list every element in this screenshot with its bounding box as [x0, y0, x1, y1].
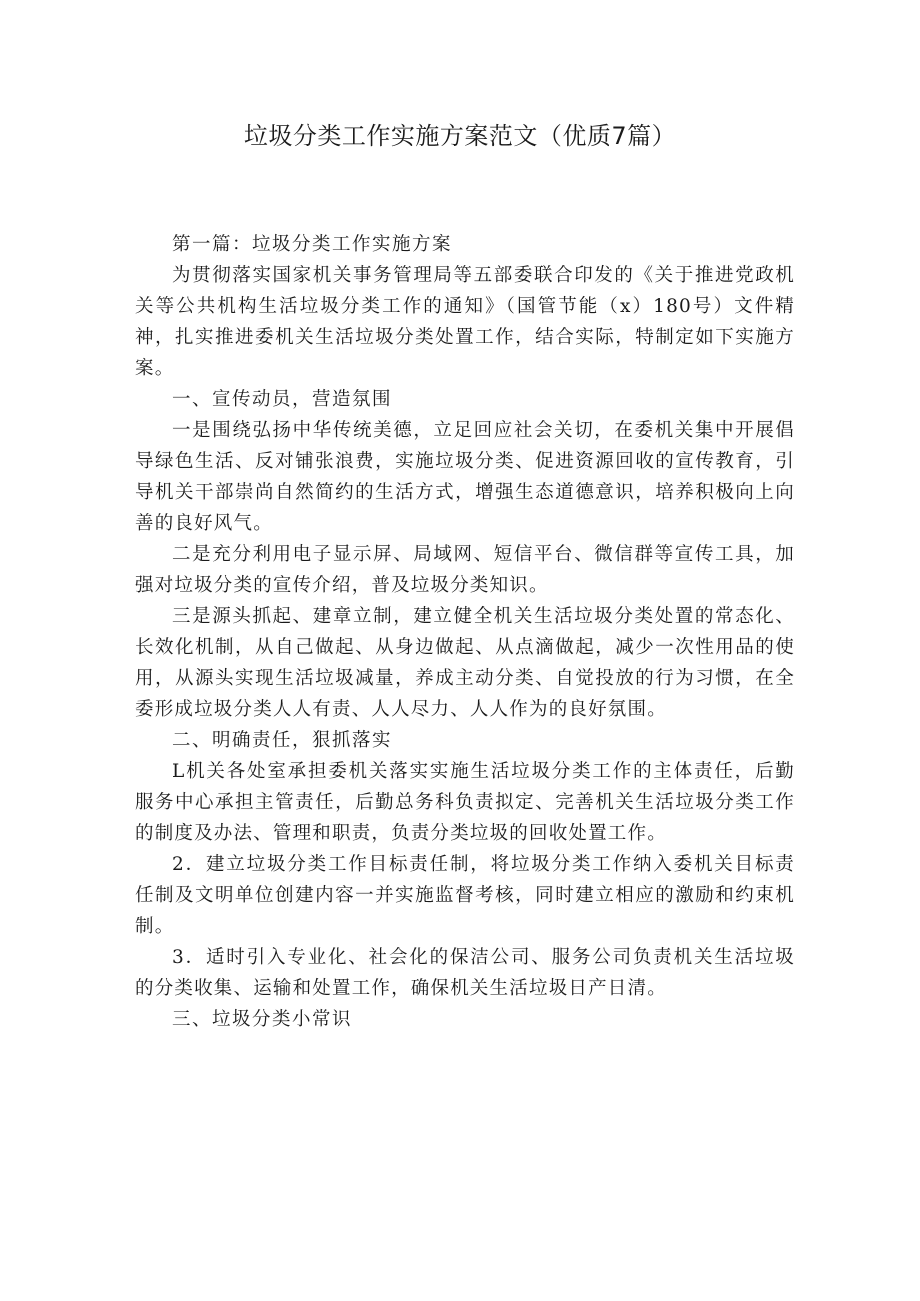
document-title: 垃圾分类工作实施方案范文（优质7篇） — [243, 122, 677, 150]
list-item-2: 2．建立垃圾分类工作目标责任制，将垃圾分类工作纳入委机关目标责任制及文明单位创建内容一并实施监督考核，同时建立相应的激励和约束机制。 — [135, 854, 795, 937]
intro-paragraph: 为贯彻落实国家机关事务管理局等五部委联合印发的《关于推进党政机关等公共机构生活垃圾分类工作的通知》（国管节能（x）180号）文件精神，扎实推进委机关生活垃圾分类处置工作，结合实际，特制定如下实施方案。 — [135, 265, 795, 379]
document-body — [135, 229, 795, 1035]
paragraph-1: 一是围绕弘扬中华传统美德，立足回应社会关切，在委机关集中开展倡导绿色生活、反对铺张浪费，实施垃圾分类、促进资源回收的宣传教育，引导机关干部崇尚自然简约的生活方式，增强生态道德意识，培养积极向上向善的良好风气。 — [135, 420, 795, 534]
section-heading-2: 二、明确责任，狠抓落实 — [172, 730, 393, 751]
section-heading-1: 一、宣传动员，营造氛围 — [172, 389, 393, 410]
section-heading-3: 三、垃圾分类小常识 — [172, 1009, 353, 1030]
list-item-1: L机关各处室承担委机关落实实施生活垃圾分类工作的主体责任，后勤服务中心承担主管责任，后勤总务科负责拟定、完善机关生活垃圾分类工作的制度及办法、管理和职责，负责分类垃圾的回收处置工作。 — [135, 761, 795, 844]
chapter-heading: 第一篇：垃圾分类工作实施方案 — [172, 234, 453, 255]
paragraph-3: 三是源头抓起、建章立制，建立健全机关生活垃圾分类处置的常态化、长效化机制，从自己做起、从身边做起、从点滴做起，减少一次性用品的使用，从源头实现生活垃圾减量，养成主动分类、自觉投放的行为习惯，在全委形成垃圾分类人人有责、人人尽力、人人作为的良好氛围。 — [135, 606, 795, 720]
paragraph-2: 二是充分利用电子显示屏、局域网、短信平台、微信群等宣传工具，加强对垃圾分类的宣传介绍，普及垃圾分类知识。 — [135, 544, 795, 596]
list-item-3: 3．适时引入专业化、社会化的保洁公司、服务公司负责机关生活垃圾的分类收集、运输和处置工作，确保机关生活垃圾日产日清。 — [135, 947, 795, 999]
